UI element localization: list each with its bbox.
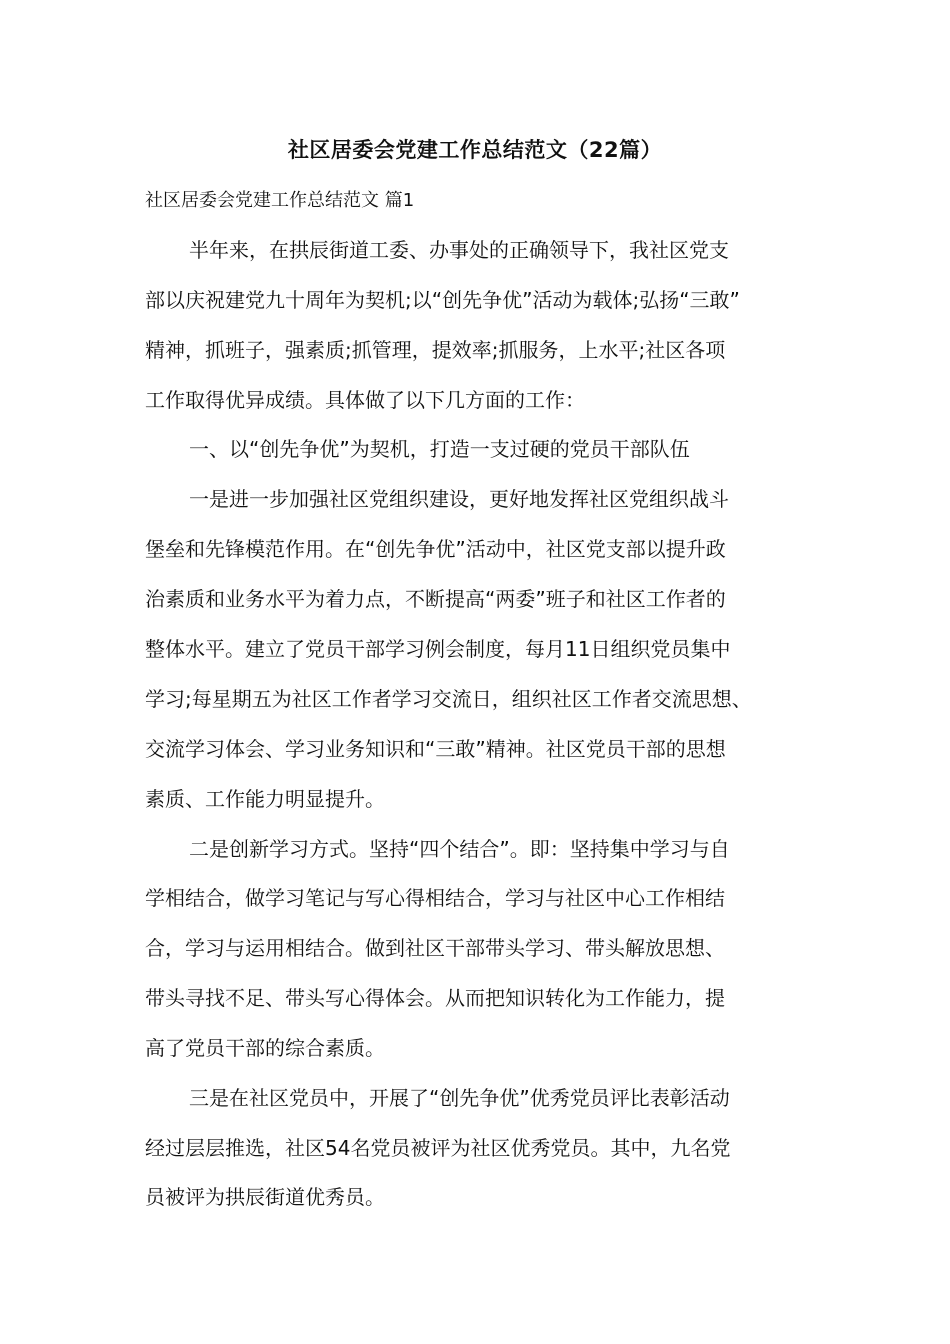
paragraph-line: 员被评为拱辰街道优秀员。 <box>145 1185 385 1209</box>
document-subtitle: 社区居委会党建工作总结范文 篇1 <box>145 190 415 211</box>
document-title: 社区居委会党建工作总结范文（22篇） <box>287 138 663 162</box>
paragraph-line: 合，学习与运用相结合。做到社区干部带头学习、带头解放思想、 <box>145 936 725 960</box>
paragraph-line: 半年来，在拱辰街道工委、办事处的正确领导下，我社区党支 <box>189 238 729 262</box>
paragraph-line: 堡垒和先锋模范作用。在“创先争优”活动中，社区党支部以提升政 <box>145 537 726 561</box>
paragraph-line: 素质、工作能力明显提升。 <box>145 787 385 811</box>
paragraph-line: 三是在社区党员中，开展了“创先争优”优秀党员评比表彰活动 <box>189 1086 730 1110</box>
paragraph-line: 交流学习体会、学习业务知识和“三敢”精神。社区党员干部的思想 <box>145 737 726 761</box>
paragraph-line: 高了党员干部的综合素质。 <box>145 1036 385 1060</box>
paragraph-line: 经过层层推选，社区54名党员被评为社区优秀党员。其中，九名党 <box>145 1136 731 1160</box>
paragraph-line: 部以庆祝建党九十周年为契机;以“创先争优”活动为载体;弘扬“三敢” <box>145 288 740 312</box>
paragraph-line: 学相结合，做学习笔记与写心得相结合，学习与社区中心工作相结 <box>145 886 725 910</box>
paragraph-line: 二是创新学习方式。坚持“四个结合”。即：坚持集中学习与自 <box>189 837 730 861</box>
paragraph-line: 工作取得优异成绩。具体做了以下几方面的工作： <box>145 388 585 412</box>
paragraph-line: 整体水平。建立了党员干部学习例会制度，每月11日组织党员集中 <box>145 637 731 661</box>
paragraph-line: 学习;每星期五为社区工作者学习交流日，组织社区工作者交流思想、 <box>145 687 752 711</box>
paragraph-line: 精神，抓班子，强素质;抓管理，提效率;抓服务，上水平;社区各项 <box>145 338 726 362</box>
section-heading: 一、以“创先争优”为契机，打造一支过硬的党员干部队伍 <box>189 437 690 461</box>
paragraph-line: 治素质和业务水平为着力点，不断提高“两委”班子和社区工作者的 <box>145 587 726 611</box>
paragraph-line: 带头寻找不足、带头写心得体会。从而把知识转化为工作能力，提 <box>145 986 725 1010</box>
paragraph-line: 一是进一步加强社区党组织建设，更好地发挥社区党组织战斗 <box>189 487 729 511</box>
